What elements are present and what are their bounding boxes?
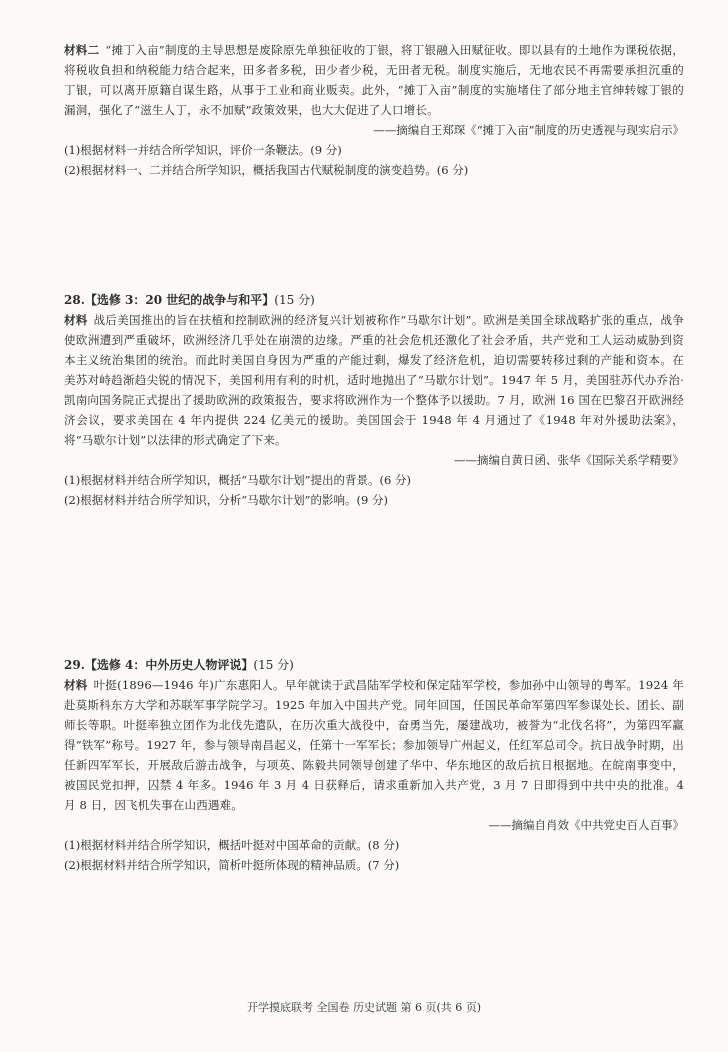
question-29-score: (15 分) bbox=[253, 658, 294, 672]
question-28-material-label: 材料 bbox=[64, 313, 88, 327]
question-29-1: (1)根据材料并结合所学知识，概括叶挺对中国革命的贡献。(8 分) bbox=[64, 838, 400, 852]
question-29-title: 29.【选修 4：中外历史人物评说】 bbox=[64, 658, 254, 672]
question-29-material-text: 叶挺(1896—1946 年)广东惠阳人。早年就读于武昌陆军学校和保定陆军学校，参加孙中山领导的粤军。1924 年赴莫斯科东方大学和苏联军事学院学习。1925 年加入中国共产党。同年回国，任国民革命军第四军参谋处长、团长、副师长等职。叶挺率独立团作为北伐先遣队，在历次重大战役中，奋勇当先，屡建战功，被誉为“北伐名将”，为第四军赢得“铁军”称号。1927 年，参与领导南昌起义，任第十一军军长；参加领导广州起义，任红军总司令。抗日战争时期，出任新四军军长，开展敌后游击战争，与项英、陈毅共同领导创建了华中、华东地区的敌后抗日根据地。在皖南事变中，被国民党扣押，囚禁 4 年多。1946 年 3 月 4 日获释后，请求重新加入共产党，3 月 7 日即得到中共中央的批准。4 月 8 日，因飞机失事在山西遇难。 bbox=[64, 678, 685, 812]
material-2-source: ——摘编自王郑琛《“摊丁入亩”制度的历史透视与现实启示》 bbox=[373, 123, 684, 137]
material-2-text: “摊丁入亩”制度的主导思想是废除原先单独征收的丁银，将丁银融入田赋征收。即以县有的土地作为课税依据，将税收負担和纳税能力结合起来，田多者多税，田少者少税，无田者无税。制度实施后，无地农民不再需要承担沉重的丁银，可以离开原籍自谋生路，从事于工业和商业贩卖。此外，“摊丁入亩”制度的实施堵住了部分地主官绅转嫁丁银的漏洞，强化了“滋生人丁，永不加赋”政策效果，也大大促进了人口增长。 bbox=[64, 43, 684, 117]
material-2-paragraph bbox=[64, 40, 684, 120]
question-29-2: (2)根据材料并结合所学知识，简析叶挺所体现的精神品质。(7 分) bbox=[64, 858, 400, 872]
question-29-material-label: 材料 bbox=[64, 678, 88, 692]
question-29-material bbox=[64, 675, 684, 815]
question-29-source: ——摘编自肖效《中共党史百人百事》 bbox=[488, 818, 684, 832]
question-28-source: ——摘编自黄日函、张华《国际关系学精要》 bbox=[454, 453, 684, 467]
question-28-section bbox=[64, 290, 684, 510]
question-28-2: (2)根据材料并结合所学知识，分析“马歇尔计划”的影响。(9 分) bbox=[64, 493, 388, 507]
question-28-1: (1)根据材料并结合所学知识，概括“马歇尔计划”提出的背景。(6 分) bbox=[64, 473, 411, 487]
question-27-2: (2)根据材料一、二并结合所学知识，概括我国古代赋税制度的演变趋势。(6 分) bbox=[64, 163, 469, 177]
material-2-label: 材料二 bbox=[64, 43, 100, 57]
question-28-material-text: 战后美国推出的旨在扶植和控制欧洲的经济复兴计划被称作“马歇尔计划”。欧洲是美国全球战略扩张的重点，战争使欧洲遭到严重破坏，欧洲经济几乎处在崩溃的边缘。严重的社会危机还激化了社会矛盾，共产党和工人运动威胁到资本主义统治集团的统治。而此时美国自身因为严重的产能过剩，爆发了经济危机，迫切需要转移过剩的产能和资本。在美苏对峙趋渐趋尖锐的情况下，美国利用有利的时机，适时地抛出了“马歇尔计划”。1947 年 5 月，美国驻苏代办乔治·凯南向国务院正式提出了援助欧洲的政策报告，要求将欧洲作为一个整体予以援助。7 月，欧洲 16 国在巴黎召开欧洲经济会议，要求美国在 4 年内提供 224 亿美元的援助。美国国会于 1948 年 4 月通过了《1948 年对外援助法案》，将“马歇尔计划”以法律的形式确定了下来。 bbox=[64, 313, 685, 447]
question-29-section bbox=[64, 655, 684, 875]
question-29-heading bbox=[64, 655, 684, 675]
question-27-1: (1)根据材料一并结合所学知识，评价一条鞭法。(9 分) bbox=[64, 143, 342, 157]
question-28-score: (15 分) bbox=[274, 293, 315, 307]
question-28-heading bbox=[64, 290, 684, 310]
question-28-material bbox=[64, 310, 684, 450]
question-28-title: 28.【选修 3：20 世纪的战争与和平】 bbox=[64, 293, 275, 307]
page-footer: 开学摸底联考 全国卷 历史试题 第 6 页(共 6 页) bbox=[246, 1001, 482, 1014]
material-2-section bbox=[64, 40, 684, 180]
